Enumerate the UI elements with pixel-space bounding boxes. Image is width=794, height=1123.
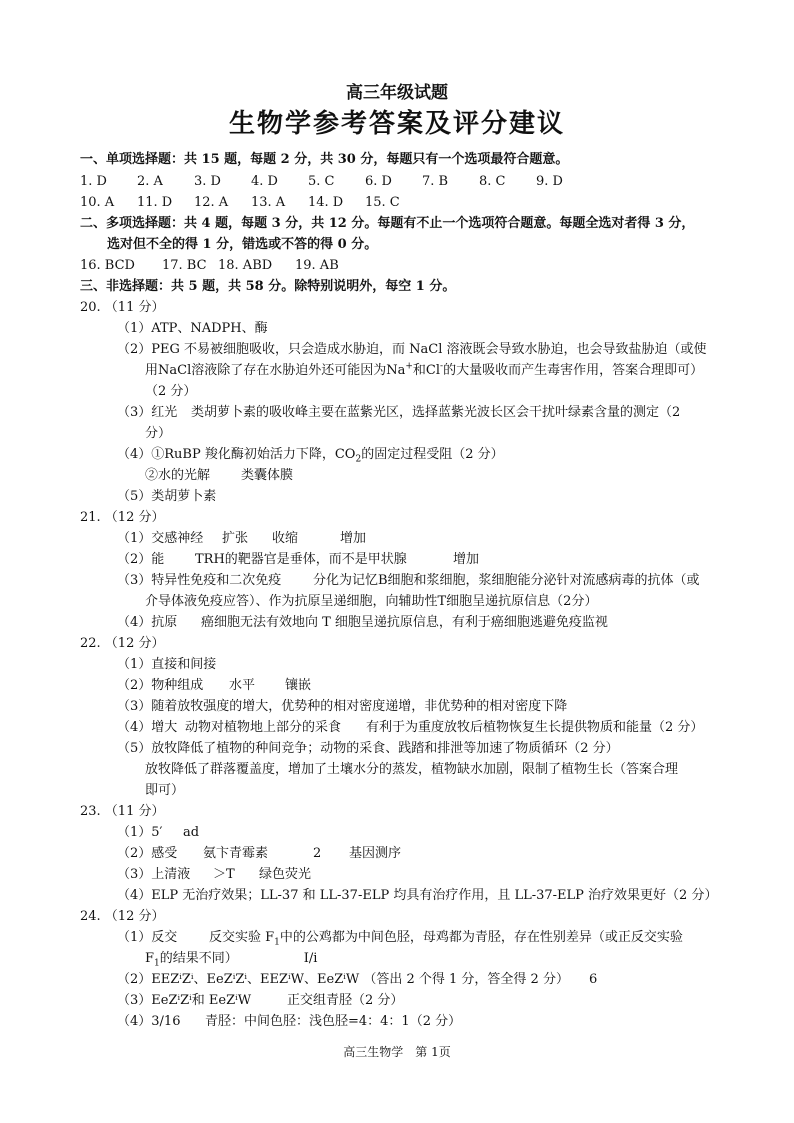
answer-item: 5. C [308, 174, 335, 189]
answer-item: 13. A [251, 195, 286, 210]
answer-item: 10. A [80, 195, 115, 210]
q23-answer-2: （2）感受 氨卞青霉素 2 基因测序 [117, 846, 402, 861]
answer-item: 15. C [365, 195, 400, 210]
answer-item: 7. B [422, 174, 449, 189]
q24-answer-1: （1）反交 反交实验 $F_1$中的公鸡都为中间色胫，母鸡都为青胫，存在性别差异（或正反交实验 [117, 930, 683, 948]
q20-answer-4: （4）①RuBP 羧化酶初始活力下降，$CO_2$的固定过程受阻（2 分） [117, 447, 504, 465]
q21-answer-1: （1）交感神经 扩张 收缩 增加 [117, 531, 367, 546]
answer-item: 2. A [137, 174, 163, 189]
q20-answer-2-cont: 用NaCl溶液除了存在水胁迫外还可能因为Na+和Cl-的大量吸收而产生毒害作用，答案合理即可） [145, 361, 704, 378]
answer-item: 17. BC [162, 258, 207, 273]
answer-item: 14. D [308, 195, 344, 210]
q22-title: 22. （12 分） [80, 636, 165, 651]
q22-answer-1: （1）直接和间接 [117, 657, 217, 672]
section2-heading-cont: 选对但不全的得 1 分，错选或不答的得 0 分。 [107, 237, 378, 252]
q22-answer-5: （5）放牧降低了植物的种间竞争；动物的采食、践踏和排泄等加速了物质循环（2 分） [117, 741, 619, 756]
q20-title: 20. （11 分） [80, 300, 165, 315]
answer-item: 19. AB [295, 258, 339, 273]
section1-heading: 一、单项选择题：共 15 题，每题 2 分，共 30 分，每题只有一个选项最符合题意。 [80, 152, 569, 167]
page-title: 生物学参考答案及评分建议 [228, 109, 565, 139]
answer-item: 1. D [80, 174, 107, 189]
q22-answer-3: （3）随着放牧强度的增大，优势种的相对密度递增，非优势种的相对密度下降 [117, 699, 568, 714]
page-footer: 高三生物学 第 1页 [343, 1045, 451, 1059]
q20-answer-1: （1）ATP、NADPH、酶 [117, 321, 268, 336]
q22-answer-2: （2）物种组成 水平 镶嵌 [117, 678, 312, 693]
answer-item: 4. D [251, 174, 278, 189]
q21-answer-3-cont: 介导体液免疫应答）、作为抗原呈递细胞，向辅助性T细胞呈递抗原信息（2分） [145, 594, 598, 609]
answer-item: 16. BCD [80, 258, 135, 273]
section1-row2 [80, 194, 400, 212]
q20-answer-3-cont: 分） [145, 426, 172, 441]
q23-answer-3: （3）上清液 ＞T 绿色荧光 [117, 867, 312, 882]
q21-answer-4: （4）抗原 癌细胞无法有效地向 T 细胞呈递抗原信息，有利于癌细胞逃避免疫监视 [117, 615, 608, 630]
section3-heading: 三、非选择题：共 5 题，共 58 分。除特别说明外，每空 1 分。 [80, 279, 456, 294]
section1-row1 [80, 173, 563, 191]
q21-answer-2: （2）能 TRH的靶器官是垂体，而不是甲状腺 增加 [117, 552, 480, 567]
q23-answer-4: （4）ELP 无治疗效果；LL-37 和 LL-37-ELP 均具有治疗作用，且 LL-37-ELP 治疗效果更好（2 分） [117, 888, 718, 903]
q24-answer-3: （3）EeZⁱZⁱ和 EeZⁱW 正交组青胫（2 分） [117, 993, 404, 1008]
section2-answers [80, 257, 339, 275]
answer-item: 6. D [365, 174, 392, 189]
q21-title: 21. （12 分） [80, 510, 165, 525]
q23-title: 23. （11 分） [80, 804, 165, 819]
q24-title: 24. （12 分） [80, 909, 165, 924]
q24-answer-1-cont: $F_1$的结果不同） I/i [145, 951, 318, 969]
q20-answer-4-cont: ②水的光解 类囊体膜 [145, 468, 294, 483]
answer-item: 8. C [479, 174, 506, 189]
q20-answer-2: （2）PEG 不易被细胞吸收，只会造成水胁迫，而 NaCl 溶液既会导致水胁迫，也会导致盐胁迫（或使 [117, 342, 707, 357]
q24-answer-2: （2）EEZⁱZⁱ、EeZⁱZⁱ、EEZⁱW、EeZⁱW （答出 2 个得 1 分，答全得 2 分） 6 [117, 972, 598, 987]
q22-answer-5-cont: 放牧降低了群落覆盖度，增加了土壤水分的蒸发，植物缺水加剧，限制了植物生长（答案合理 [145, 762, 679, 777]
answer-item: 18. ABD [218, 258, 273, 273]
answer-item: 3. D [194, 174, 221, 189]
section2-heading: 二、多项选择题：共 4 题，每题 3 分，共 12 分。每题有不止一个选项符合题意。每题全选对者得 3 分， [80, 216, 695, 231]
q20-answer-2-score: （2 分） [145, 384, 197, 399]
q20-answer-5: （5）类胡萝卜素 [117, 489, 217, 504]
exam-subtitle: 高三年级试题 [346, 83, 448, 103]
q21-answer-3: （3）特异性免疫和二次免疫 分化为记忆B细胞和浆细胞，浆细胞能分泌针对流感病毒的抗体（或 [117, 573, 700, 588]
answer-item: 9. D [536, 174, 563, 189]
answer-item: 11. D [137, 195, 173, 210]
answer-item: 12. A [194, 195, 229, 210]
q20-answer-3: （3）红光 类胡萝卜素的吸收峰主要在蓝紫光区，选择蓝紫光波长区会干扰叶绿素含量的测定（2 [117, 405, 681, 420]
q23-answer-1: （1）5′ ad [117, 825, 200, 840]
q22-answer-5-cont2: 即可） [145, 783, 185, 798]
q24-answer-4: （4）3/16 青胫：中间色胫：浅色胫=4：4：1（2 分） [117, 1014, 462, 1029]
q22-answer-4: （4）增大 动物对植物地上部分的采食 有利于为重度放牧后植物恢复生长提供物质和能量（2 分） [117, 720, 704, 735]
